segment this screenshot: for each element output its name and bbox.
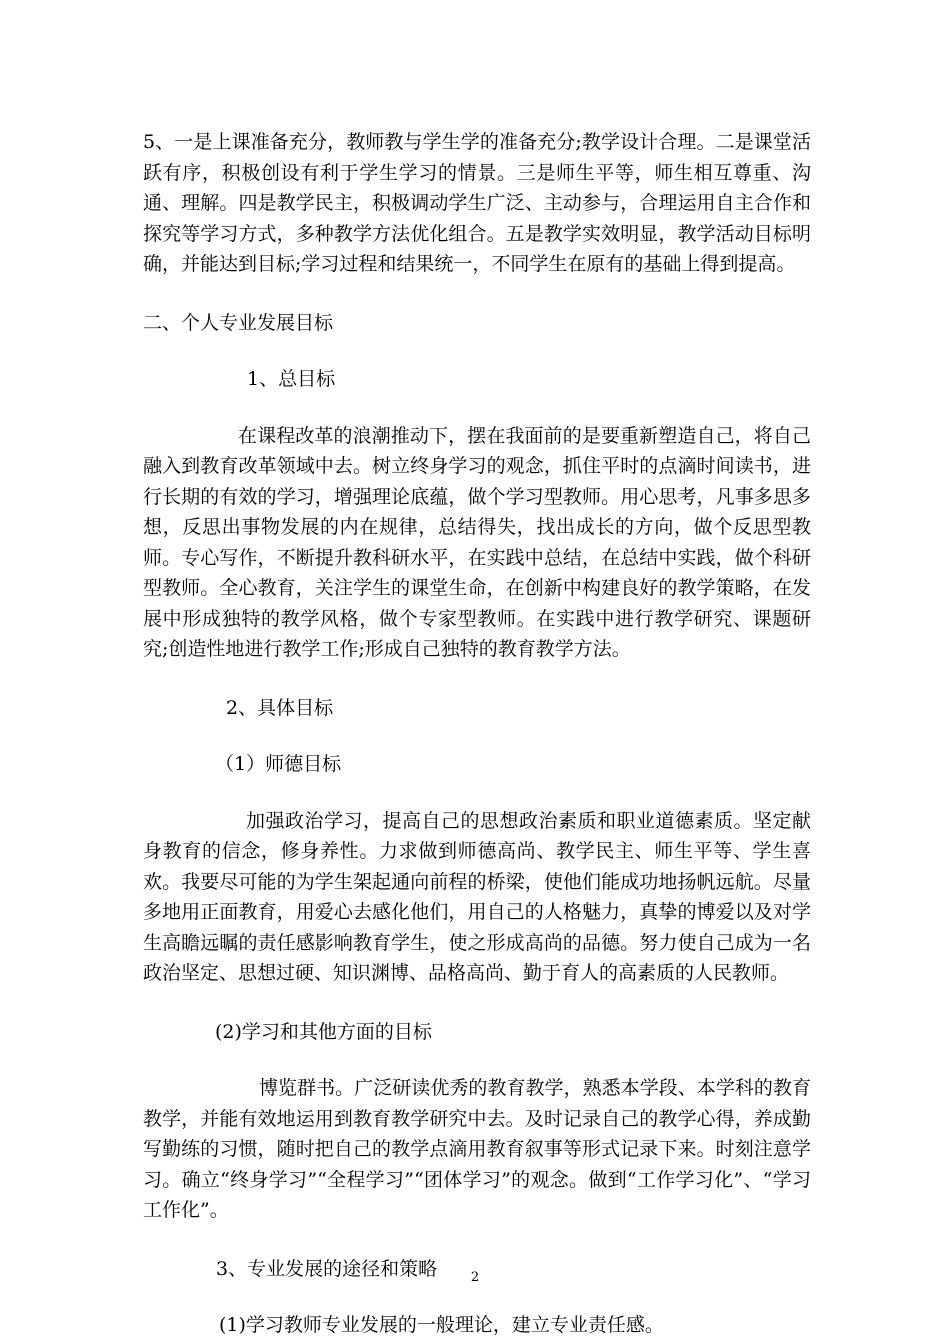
page-number: 2 — [470, 1270, 480, 1285]
paragraph-gap — [143, 1226, 811, 1254]
section-heading-personal-goals: 二、个人专业发展目标 — [143, 311, 334, 334]
paragraph-gap — [143, 395, 811, 421]
paragraph-gap — [143, 280, 811, 308]
paragraph-gap — [143, 989, 811, 1017]
paragraph-gap — [143, 723, 811, 749]
subheading-specific-goals: 2、具体目标 — [226, 696, 334, 719]
subheading-overall-goal: 1、总目标 — [247, 368, 336, 390]
subheading-learning-goal: (2)学习和其他方面的目标 — [215, 1020, 432, 1043]
subheading-ethics-goal: （1）师德目标 — [215, 753, 342, 775]
paragraph-gap — [143, 1284, 811, 1310]
paragraph-learning-goal: 博览群书。广泛研读优秀的教育教学，熟悉本学段、本学科的教育教学，并能有效地运用到教育教学研究中去。及时记录自己的教学心得，养成勤写勤练的习惯，随时把自己的教学点滴用教育叙事等形式记录下来。时刻注意学习。确立“终身学习”“全程学习”“团体学习”的观念。做到“工作学习化”、“学习工作化”。 — [143, 1077, 811, 1221]
list-item-strategy-1: (1)学习教师专业发展的一般理论，建立专业责任感。 — [219, 1314, 664, 1336]
paragraph-ethics-goal: 加强政治学习，提高自己的思想政治素质和职业道德素质。坚定献身教育的信念，修身养性。力求做到师德高尚、教学民主、师生平等、学生喜欢。我要尽可能的为学生架起通向前程的桥梁，使他们能成功地扬帆远航。尽量多地用正面教育，用爱心去感化他们，用自己的人格魅力，真挚的博爱以及对学生高瞻远瞩的责任感影响教育学生，使之形成高尚的品德。努力使自己成为一名政治坚定、思想过硬、知识渊博、品格高尚、勤于育人的高素质的人民教师。 — [143, 809, 811, 984]
paragraph-gap — [143, 338, 811, 364]
paragraph-gap — [143, 665, 811, 693]
document-body — [143, 127, 811, 1341]
paragraph-gap — [143, 1047, 811, 1073]
paragraph-gap — [143, 780, 811, 806]
paragraph-overall-goal: 在课程改革的浪潮推动下，摆在我面前的是要重新塑造自己，将自己融入到教育改革领域中去。树立终身学习的观念，抓住平时的点滴时间读书，进行长期的有效的学习，增强理论底蕴，做个学习型教师。用心思考，凡事多思多想，反思出事物发展的内在规律，总结得失，找出成长的方向，做个反思型教师。专心写作，不断提升教科研水平，在实践中总结，在总结中实践，做个科研型教师。全心教育，关注学生的课堂生命，在创新中构建良好的教学策略，在发展中形成独特的教学风格，做个专家型教师。在实践中进行教学研究、课题研究;创造性地进行教学工作;形成自己独特的教育教学方法。 — [143, 424, 811, 660]
subheading-development-strategies: 3、专业发展的途径和策略 — [216, 1257, 438, 1280]
paragraph-teaching-standards: 5、一是上课准备充分，教师教与学生学的准备充分;教学设计合理。二是课堂活跃有序，积极创设有利于学生学习的情景。三是师生平等，师生相互尊重、沟通、理解。四是教学民主，积极调动学生广泛、主动参与，合理运用自主合作和探究等学习方式，多种教学方法优化组合。五是教学实效明显，教学活动目标明确，并能达到目标;学习过程和结果统一，不同学生在原有的基础上得到提高。 — [143, 131, 811, 275]
